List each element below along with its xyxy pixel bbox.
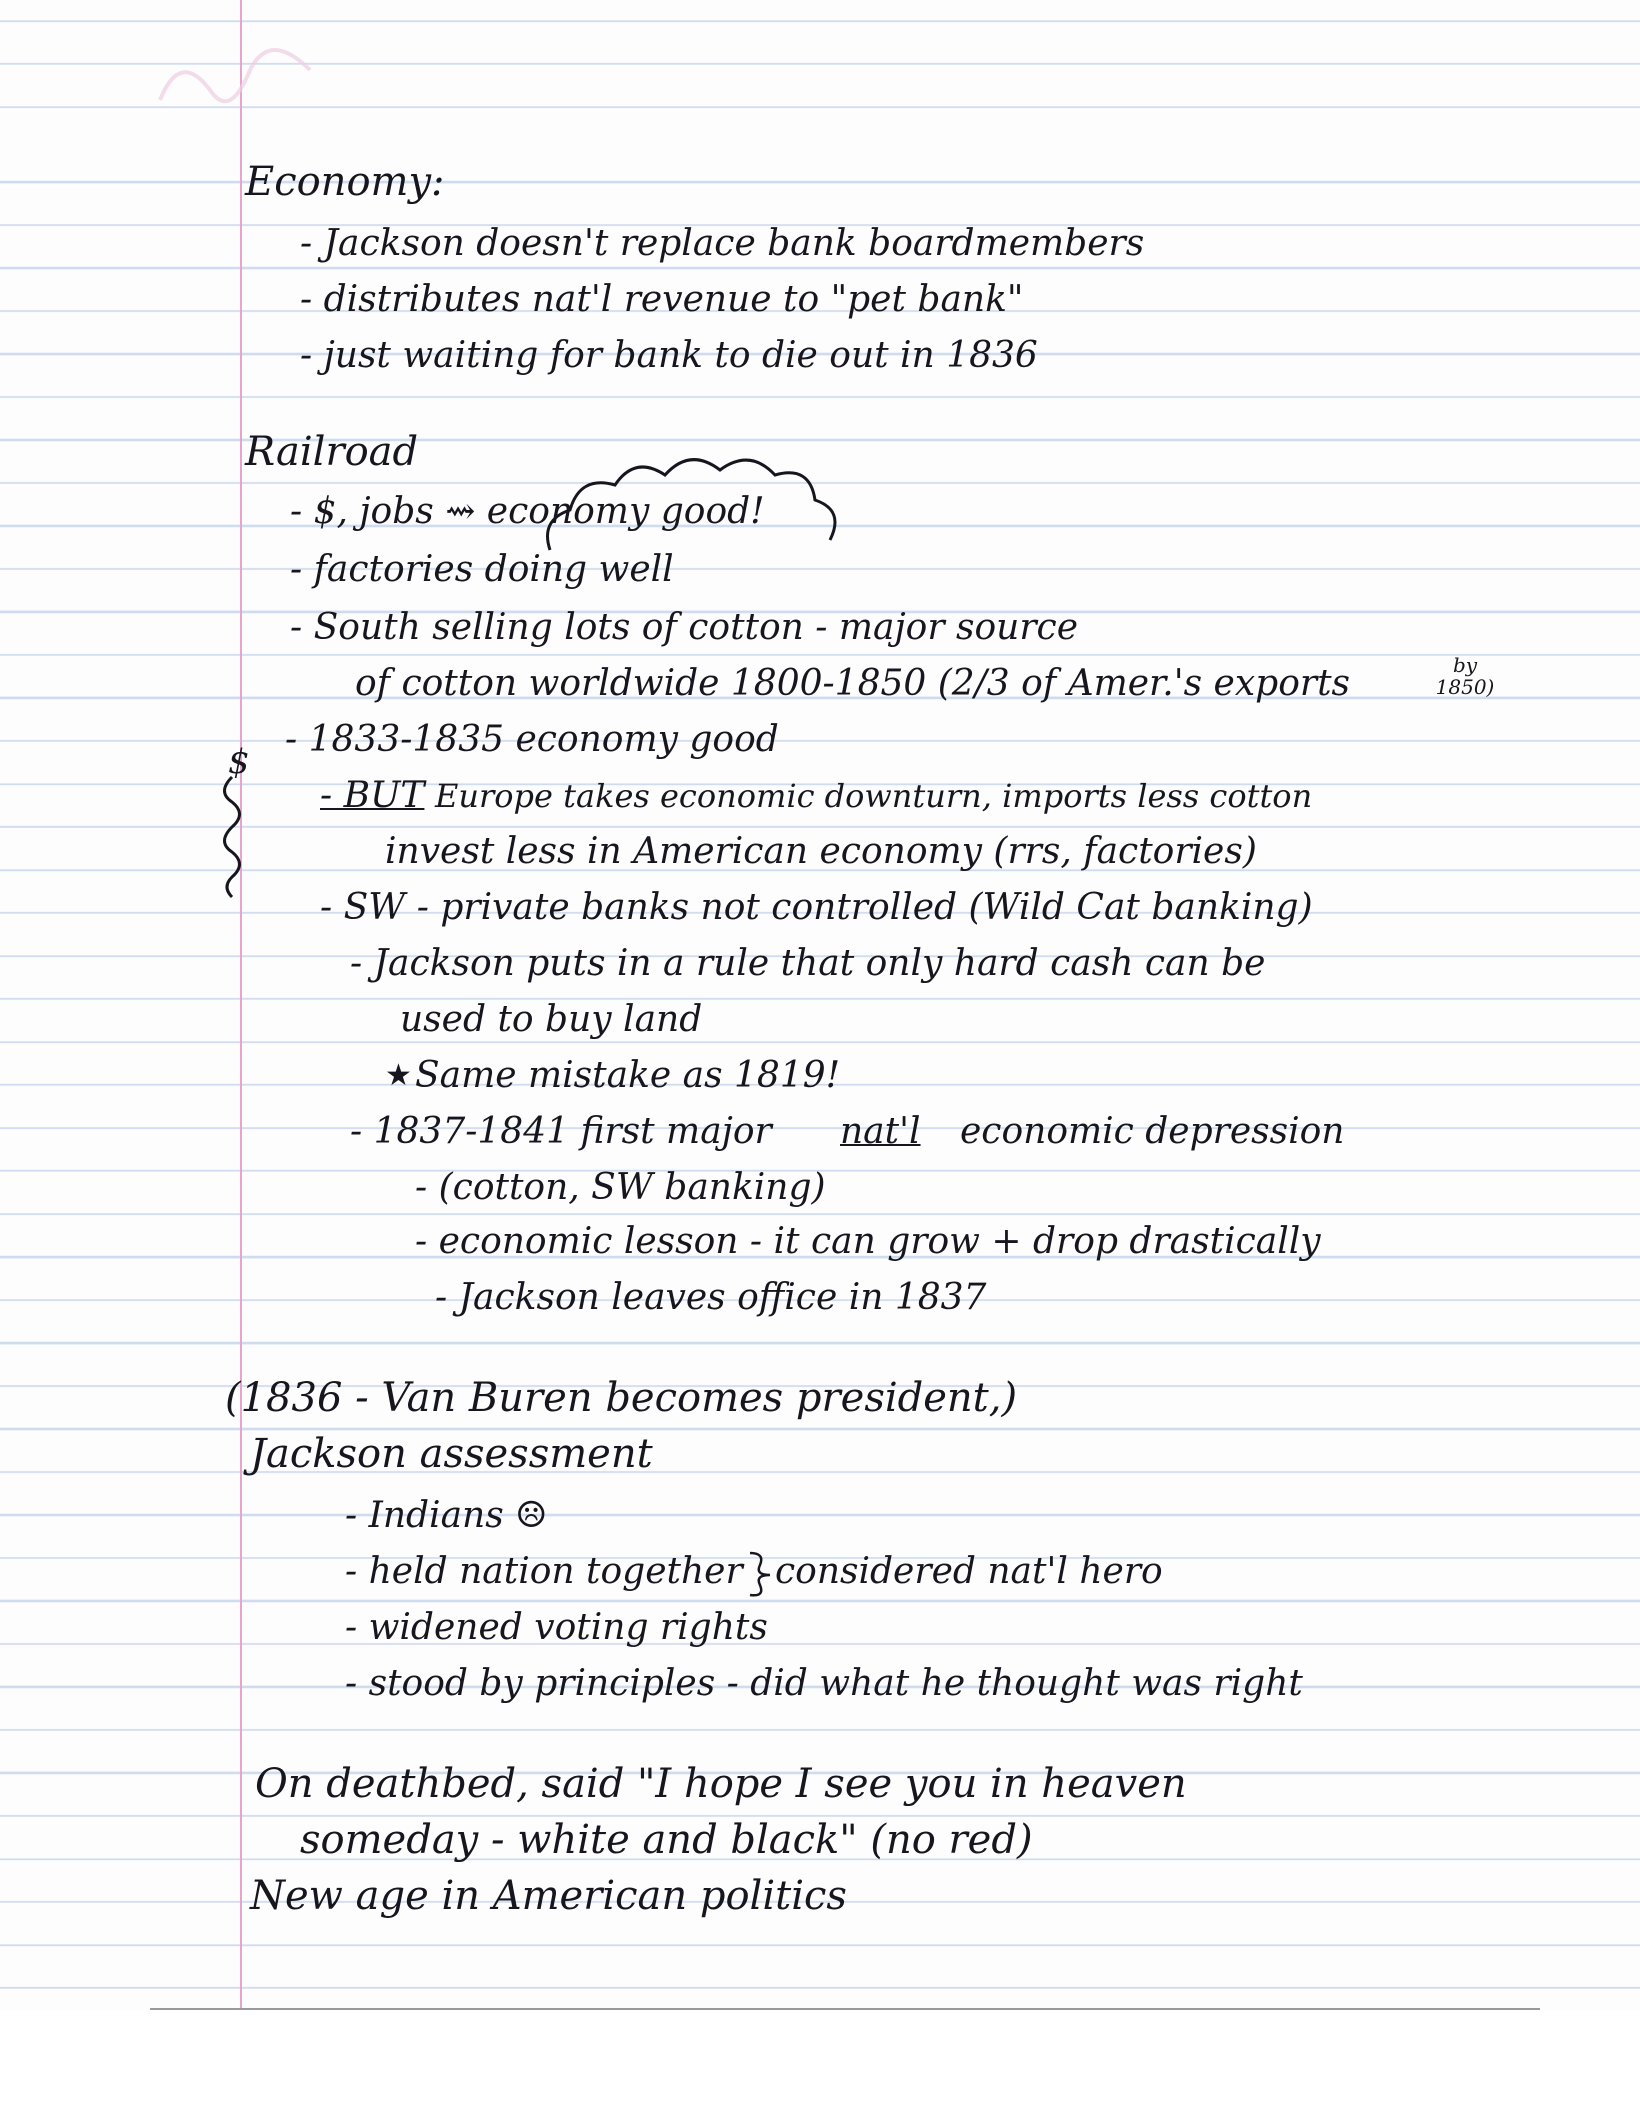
note-line: Europe takes economic downturn, imports less cotton [435,777,1313,815]
note-line: - distributes nat'l revenue to "pet bank" [300,279,1024,320]
note-line: used to buy land [400,999,703,1040]
note-line: - South selling lots of cotton - major source [290,607,1079,648]
note-line: someday - white and black" (no red) [300,1817,1033,1863]
margin-squiggle [212,772,252,902]
note-but-underlined: - BUT [320,775,425,816]
heading-economy: Economy: [245,159,445,205]
note-line: - $, jobs ⇝ economy good! [290,491,765,532]
note-line: economic depression [960,1111,1345,1152]
note-line: - Jackson doesn't replace bank boardmembers [300,223,1145,264]
star-icon: ★ [385,1058,412,1093]
note-line: - 1833-1835 economy good [285,719,779,760]
note-superscript: by 1850) [1435,653,1495,699]
note-line: invest less in American economy (rrs, factories) [385,831,1257,872]
note-line: Same mistake as 1819! [415,1055,841,1096]
note-line: - Indians ☹ [345,1495,548,1536]
note-line: - Jackson puts in a rule that only hard cash can be [350,943,1266,984]
note-line: - just waiting for bank to die out in 1836 [300,335,1038,376]
note-line: New age in American politics [250,1873,847,1919]
faint-bleed-through-mark [140,30,360,140]
note-line: considered nat'l hero [775,1551,1163,1592]
bracket-doodle [745,1548,775,1598]
note-line: - economic lesson - it can grow + drop drastically [415,1221,1321,1262]
note-line: - 1837-1841 first major [350,1111,772,1152]
heading-jackson-assessment: Jackson assessment [250,1431,653,1477]
note-line: - stood by principles - did what he thought was right [345,1663,1303,1704]
margin-line [240,0,242,2010]
note-line: - held nation together [345,1551,743,1592]
note-van-buren: (1836 - Van Buren becomes president,) [225,1375,1018,1421]
heading-railroad: Railroad [245,429,419,475]
page-edge [150,2008,1540,2010]
note-line: - factories doing well [290,549,674,590]
note-line: - (cotton, SW banking) [415,1167,826,1208]
note-line: - widened voting rights [345,1607,768,1648]
note-line: - SW - private banks not controlled (Wild Cat banking) [320,887,1313,928]
margin-dollar-annotation: $ [228,742,250,782]
note-line: - Jackson leaves office in 1837 [435,1277,987,1318]
note-natl-underlined: nat'l [840,1111,921,1152]
note-line: of cotton worldwide 1800-1850 (2/3 of Amer.'s exports [355,663,1351,704]
note-line: On deathbed, said "I hope I see you in heaven [255,1761,1187,1807]
